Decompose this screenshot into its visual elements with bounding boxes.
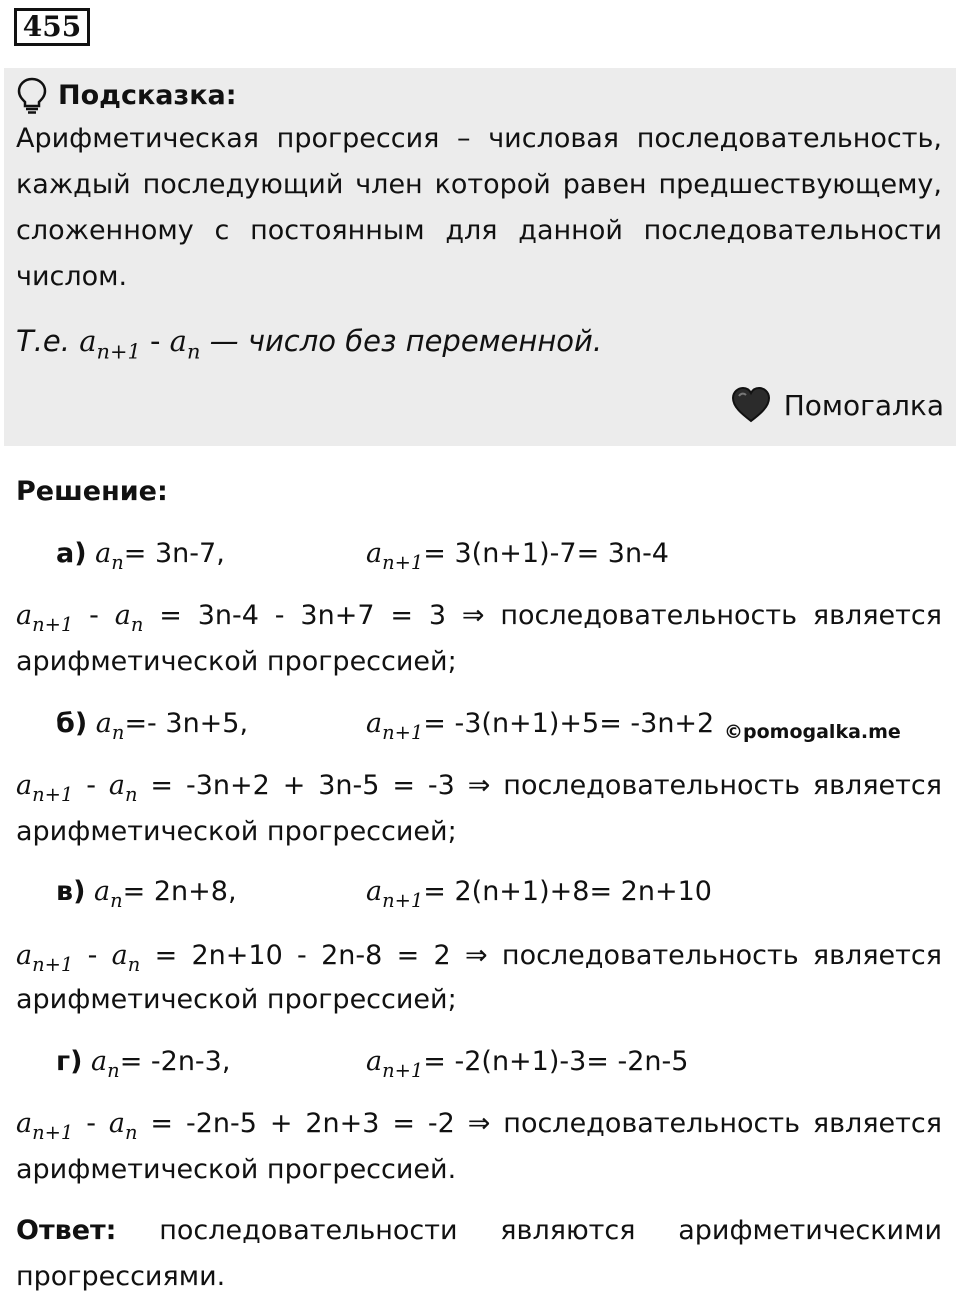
solution-cont-b: арифметической прогрессией; (16, 816, 457, 847)
hint-formula-suffix: — число без переменной. (200, 324, 603, 358)
watermark: ©pomogalka.me (724, 721, 901, 743)
solution-item-b: б) $a_n=-$ 3n+5, $a_{n+1}= -3(n+1)+5= -3n+2$ (56, 708, 715, 744)
hint-text: Арифметическая прогрессия – числовая последовательность, каждый последующий член которой равен предшествующему, сложенному с постоянным для данной последовательности числом. (16, 123, 942, 292)
lightbulb-icon (16, 77, 48, 115)
problem-number: 455 (14, 8, 90, 46)
hint-title (16, 78, 237, 114)
solution-item-a: а) $a_n= 3n-7$, $a_{n+1}= 3(n+1)-7= 3n-4$ (56, 538, 669, 574)
math-a: $a_{n+1}$ (79, 324, 141, 364)
solution-cont-v: арифметической прогрессией; (16, 984, 457, 1015)
math-an: $a_n$ (95, 538, 124, 574)
solution-diff-g: $a_{n+1} - a_n = -2n-5 + 2n+3 = -2$ ⇒ последовательность является (16, 1108, 942, 1144)
answer (16, 1208, 942, 1300)
math-a: $a_n$ (169, 324, 201, 364)
math-an1: $a_{n+1}$ (366, 538, 424, 574)
hint-formula-minus: - (140, 324, 170, 358)
solution-diff-b: $a_{n+1} - a_n = -3n+2 + 3n-5 = -3$ ⇒ последовательность является (16, 770, 942, 806)
brand (730, 382, 944, 428)
answer-text: последовательности являются арифметическими прогрессиями. (16, 1215, 942, 1292)
solution-item-v: в) $a_n= 2n+8$, $a_{n+1}= 2(n+1)+8= 2n+10$ (56, 876, 712, 912)
brand-name: Помогалка (783, 388, 944, 422)
solution-diff-a: $a_{n+1} - a_n = 3n-4 - 3n+7 = 3$ ⇒ последовательность является (16, 600, 942, 636)
answer-label: Ответ: (16, 1215, 117, 1246)
hint-formula-prefix: Т.е. (16, 324, 80, 358)
hint-formula (16, 318, 942, 374)
solution-cont-a: арифметической прогрессией; (16, 646, 457, 677)
heart-icon (730, 386, 772, 424)
solution-cont-g: арифметической прогрессией. (16, 1154, 457, 1185)
solution-item-g: г) $a_n= -2n-3$, $a_{n+1}= -2(n+1)-3= -2n-5$ (56, 1046, 689, 1082)
solution-diff-v: $a_{n+1} - a_n = 2n+10 - 2n-8 = 2$ ⇒ последовательность является (16, 940, 942, 976)
hint-title-text: Подсказка: (58, 80, 237, 111)
solution-heading: Решение: (16, 476, 168, 507)
